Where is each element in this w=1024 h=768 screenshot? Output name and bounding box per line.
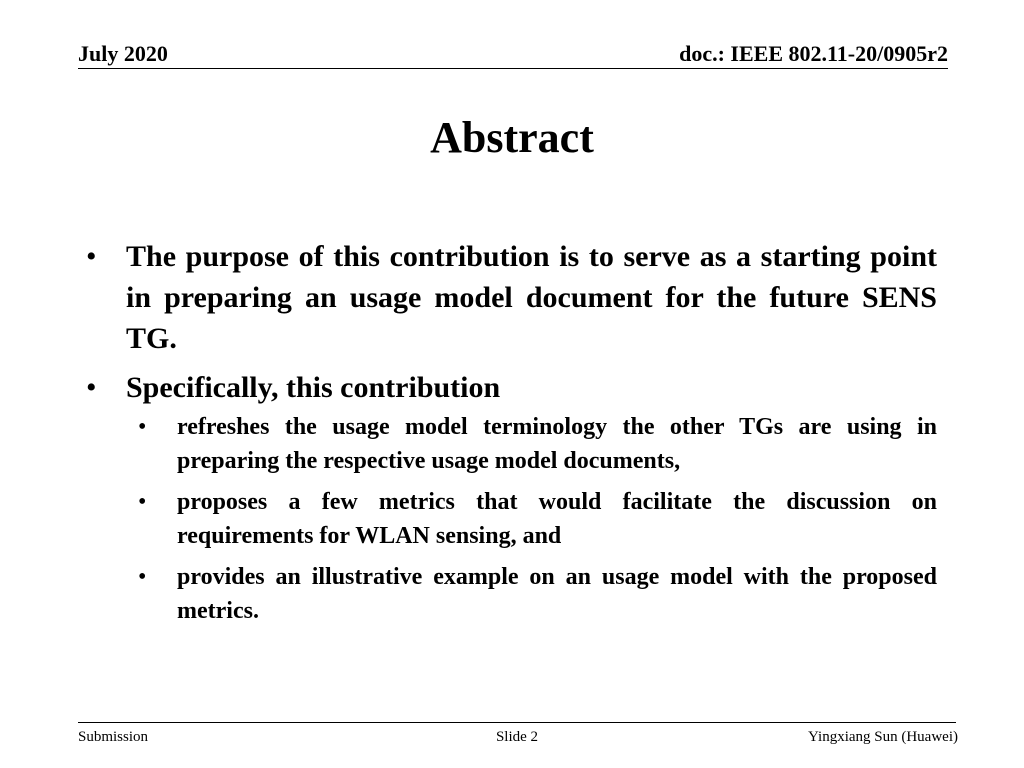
sub-bullet-dot-icon: •	[138, 489, 147, 515]
sub-bullet-text: refreshes the usage model terminology the other TGs are using in preparing the respective usage model documents,	[177, 414, 937, 474]
sub-bullet-item	[82, 560, 937, 628]
bullet-dot-icon: •	[86, 371, 97, 404]
footer-author: Yingxiang Sun (Huawei)	[808, 729, 958, 745]
header-date: July 2020	[78, 41, 168, 66]
footer-rule	[78, 722, 956, 723]
sub-bullet-list	[82, 410, 937, 628]
sub-bullet-item	[82, 485, 937, 553]
sub-bullet-dot-icon: •	[138, 564, 147, 590]
sub-bullet-item	[82, 410, 937, 478]
footer-submission: Submission	[78, 729, 149, 745]
bullet-dot-icon: •	[86, 240, 97, 273]
footer-slide-number: Slide 2	[495, 729, 539, 745]
sub-bullet-text: provides an illustrative example on an usage model with the proposed metrics.	[177, 564, 937, 624]
header-doc-id: doc.: IEEE 802.11-20/0905r2	[679, 41, 948, 66]
bullet-text: The purpose of this contribution is to serve as a starting point in preparing an usage model document for the future SENS TG.	[126, 240, 937, 355]
slide-title: Abstract	[430, 113, 594, 162]
bullet-item	[82, 367, 937, 408]
slide-content	[82, 236, 937, 635]
sub-bullet-dot-icon: •	[138, 414, 147, 440]
header-rule	[78, 68, 948, 69]
sub-bullet-text: proposes a few metrics that would facilitate the discussion on requirements for WLAN sensing, and	[177, 489, 937, 549]
bullet-text: Specifically, this contribution	[126, 371, 501, 404]
bullet-item	[82, 236, 937, 359]
